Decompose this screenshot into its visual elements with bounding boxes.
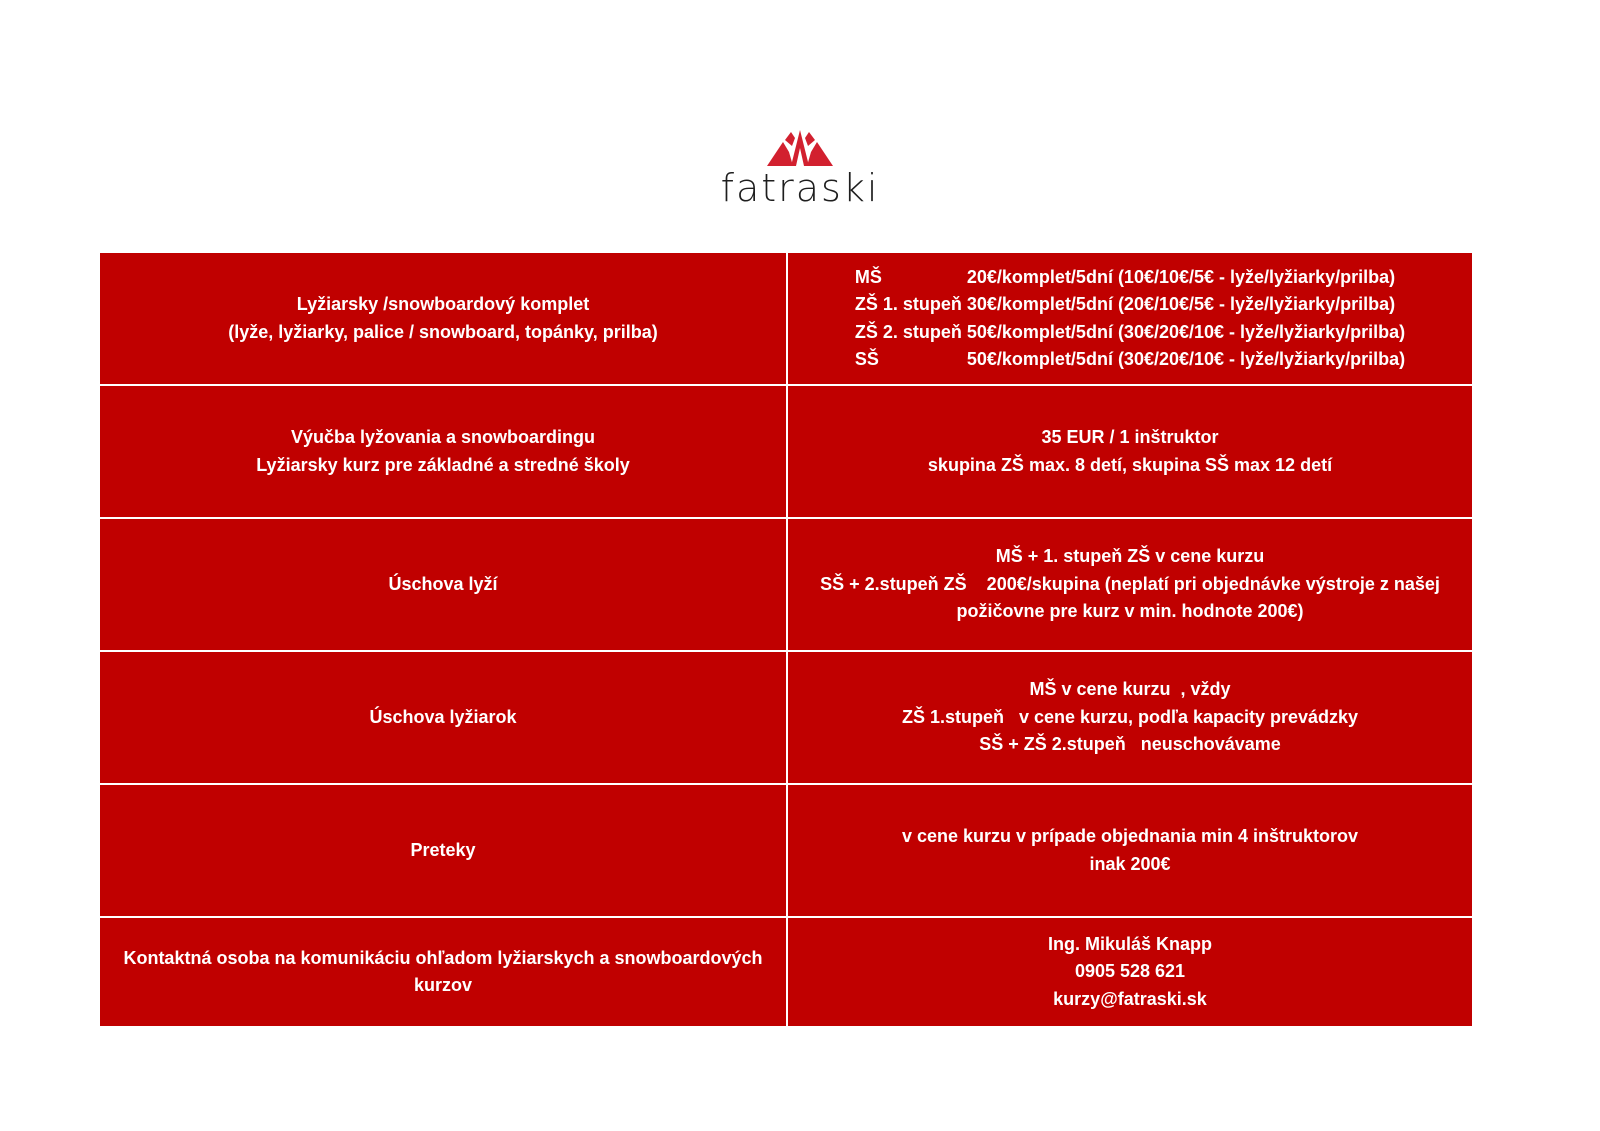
table-row: [99, 917, 1473, 1027]
row-value-cell: [787, 518, 1473, 651]
row-label-cell: [99, 385, 787, 518]
contact-phone[interactable]: 0905 528 621: [1074, 961, 1186, 982]
price-grid-key: MŠ: [854, 266, 882, 287]
row-label-line: Kontaktná osoba na komunikáciu ohľadom lyžiarskych a snowboardových kurzov: [123, 947, 763, 995]
row-label-line: Výučba lyžovania a snowboardingu: [290, 427, 596, 447]
price-grid-value: 50€/komplet/5dní (30€/20€/10€ - lyže/lyžiarky/prilba): [966, 349, 1406, 369]
row-value-cell: [787, 917, 1473, 1027]
row-value-cell: [787, 252, 1473, 385]
mountain-logo-icon: [765, 128, 835, 168]
brand-name: fatraski: [720, 166, 880, 210]
row-value-cell: [787, 651, 1473, 784]
price-grid-line: [855, 346, 1405, 374]
table-row: [99, 385, 1473, 518]
price-grid-value: 50€/komplet/5dní (30€/20€/10€ - lyže/lyžiarky/prilba): [966, 321, 1406, 342]
row-value-cell: [787, 385, 1473, 518]
row-value-cell: [787, 784, 1473, 917]
row-value-line: skupina ZŠ max. 8 detí, skupina SŠ max 12 detí: [927, 454, 1333, 475]
row-label-line: Lyžiarsky kurz pre základné a stredné školy: [256, 454, 630, 475]
row-value-line: ZŠ 1.stupeň v cene kurzu, podľa kapacity prevádzky: [901, 706, 1359, 727]
price-grid-value: 20€/komplet/5dní (10€/10€/5€ - lyže/lyžiarky/prilba): [966, 266, 1396, 287]
row-label-line: (lyže, lyžiarky, palice / snowboard, topánky, prilba): [228, 321, 658, 342]
row-value-line: MŠ v cene kurzu , vždy: [1029, 679, 1231, 700]
row-label-cell: [99, 784, 787, 917]
row-value-line: požičovne pre kurz v min. hodnote 200€): [956, 601, 1304, 622]
row-value-line: 35 EUR / 1 inštruktor: [1041, 427, 1219, 447]
price-grid-line: [855, 264, 1405, 292]
row-value-line: SŠ + ZŠ 2.stupeň neuschovávame: [979, 734, 1281, 755]
table-row: [99, 784, 1473, 917]
row-label-line: Úschova lyží: [388, 573, 498, 594]
price-grid-key: ZŠ 1. stupeň: [854, 294, 962, 314]
row-label-cell: [99, 917, 787, 1027]
table-row: [99, 252, 1473, 385]
price-grid-line: [855, 291, 1405, 319]
row-value-line: SŠ + 2.stupeň ZŠ 200€/skupina (neplatí pri objednávke výstroje z našej: [820, 573, 1440, 594]
contact-name: Ing. Mikuláš Knapp: [1047, 933, 1212, 954]
row-label-line: Úschova lyžiarok: [369, 706, 517, 727]
price-grid-key: SŠ: [854, 349, 879, 369]
row-label-cell: [99, 252, 787, 385]
price-table: [98, 251, 1474, 1028]
table-row: [99, 518, 1473, 651]
brand-logo: [680, 128, 920, 218]
contact-email[interactable]: kurzy@fatraski.sk: [1053, 988, 1207, 1009]
row-value-line: v cene kurzu v prípade objednania min 4 inštruktorov: [901, 826, 1359, 846]
price-grid: [855, 264, 1405, 374]
price-grid-key: ZŠ 2. stupeň: [854, 321, 962, 342]
row-label-cell: [99, 651, 787, 784]
row-label-cell: [99, 518, 787, 651]
row-label-line: Lyžiarsky /snowboardový komplet: [296, 294, 590, 314]
row-label-line: Preteky: [410, 839, 476, 860]
row-value-line: inak 200€: [1089, 853, 1171, 874]
price-grid-line: [855, 319, 1405, 347]
price-grid-value: 30€/komplet/5dní (20€/10€/5€ - lyže/lyžiarky/prilba): [966, 294, 1396, 314]
row-value-line: MŠ + 1. stupeň ZŠ v cene kurzu: [995, 546, 1265, 567]
table-row: [99, 651, 1473, 784]
